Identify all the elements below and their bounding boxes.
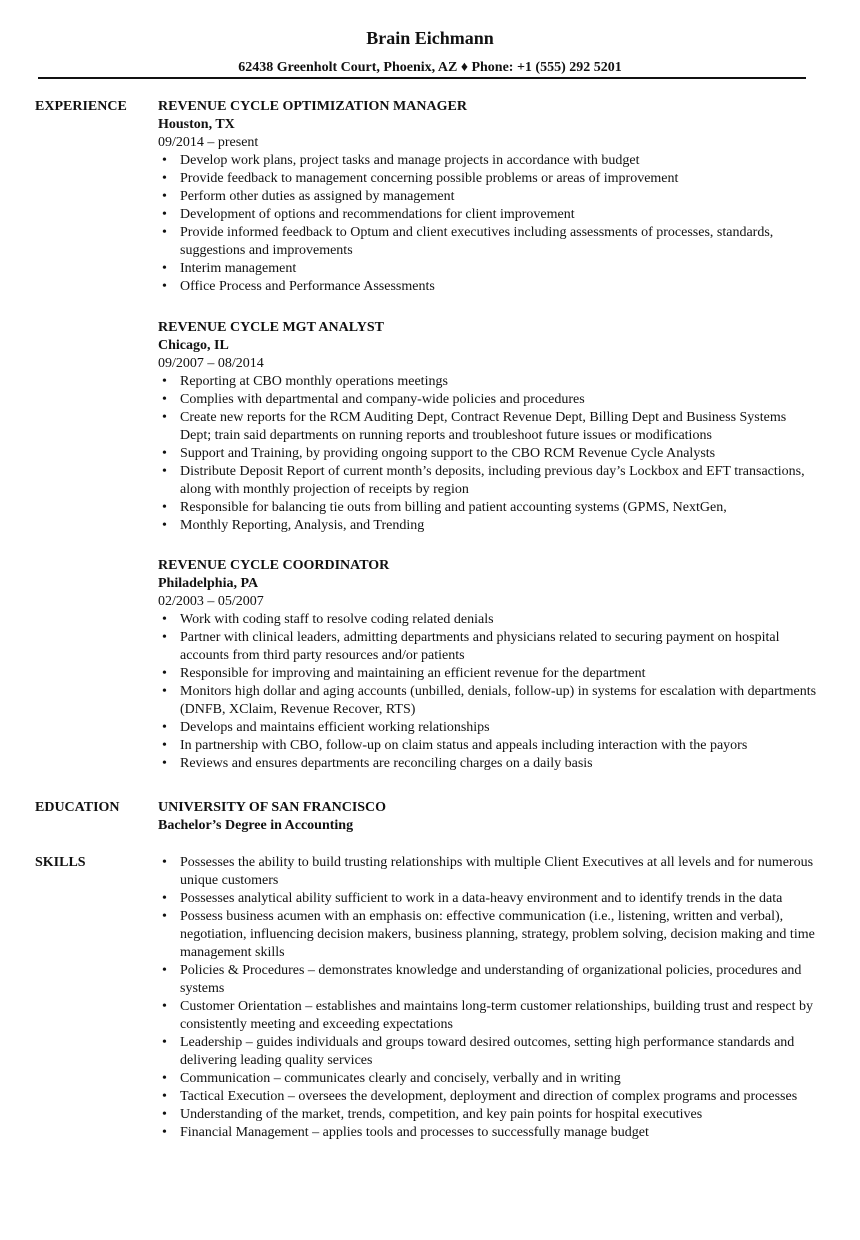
- list-item: • Reviews and ensures departments are reconciling charges on a daily basis: [158, 755, 818, 773]
- list-item: • Interim management: [158, 260, 818, 278]
- list-item: • Office Process and Performance Assessments: [158, 278, 818, 296]
- job-duties: [158, 611, 818, 773]
- list-item: • Responsible for improving and maintaining an efficient revenue for the department: [158, 665, 818, 683]
- job-location: Philadelphia, PA: [158, 576, 259, 591]
- job-dates: 02/2003 – 05/2007: [158, 594, 264, 609]
- education-heading: EDUCATION: [35, 800, 120, 815]
- list-item: • Possesses the ability to build trusting relationships with multiple Client Executives at all levels and for numerous unique customers: [158, 854, 818, 890]
- list-item: • Provide feedback to management concerning possible problems or areas of improvement: [158, 170, 818, 188]
- list-item: • Work with coding staff to resolve coding related denials: [158, 611, 818, 629]
- list-item: • Perform other duties as assigned by management: [158, 188, 818, 206]
- job-dates: 09/2007 – 08/2014: [158, 356, 264, 371]
- list-item: • Monitors high dollar and aging accounts (unbilled, denials, follow-up) in systems for escalation with departments (DNFB, XClaim, Revenue Recover, RTS): [158, 683, 818, 719]
- list-item: • Development of options and recommendations for client improvement: [158, 206, 818, 224]
- education-entry: [158, 799, 818, 835]
- list-item: • Develop work plans, project tasks and manage projects in accordance with budget: [158, 152, 818, 170]
- list-item: • Distribute Deposit Report of current month’s deposits, including previous day’s Lockbox and EFT transactions, along with monthly projection of receipts by region: [158, 463, 818, 499]
- list-item: • Reporting at CBO monthly operations meetings: [158, 373, 818, 391]
- job-title: REVENUE CYCLE COORDINATOR: [158, 558, 390, 573]
- contact-line: 62438 Greenholt Court, Phoenix, AZ ♦ Phone: +1 (555) 292 5201: [238, 60, 622, 75]
- job-location: Chicago, IL: [158, 338, 229, 353]
- list-item: • Leadership – guides individuals and groups toward desired outcomes, setting high performance standards and delivering leading quality services: [158, 1034, 818, 1070]
- school-name: UNIVERSITY OF SAN FRANCISCO: [158, 800, 387, 815]
- header-divider: [38, 77, 806, 79]
- candidate-name: Brain Eichmann: [366, 28, 494, 48]
- list-item: • In partnership with CBO, follow-up on claim status and appeals including interaction with the payors: [158, 737, 818, 755]
- job-title: REVENUE CYCLE OPTIMIZATION MANAGER: [158, 99, 467, 114]
- list-item: • Communication – communicates clearly and concisely, verbally and in writing: [158, 1070, 818, 1088]
- list-item: • Support and Training, by providing ongoing support to the CBO RCM Revenue Cycle Analysts: [158, 445, 818, 463]
- list-item: • Possess business acumen with an emphasis on: effective communication (i.e., listening, written and verbal), negotiation, influencing decision makers, business planning, strategy, problem solving, decision making and time management skills: [158, 908, 818, 962]
- job-location: Houston, TX: [158, 117, 235, 132]
- experience-heading: EXPERIENCE: [35, 99, 127, 114]
- list-item: • Provide informed feedback to Optum and client executives including assessments of processes, standards, suggestions and improvements: [158, 224, 818, 260]
- list-item: • Complies with departmental and company-wide policies and procedures: [158, 391, 818, 409]
- job-entry: [158, 319, 818, 535]
- list-item: • Tactical Execution – oversees the development, deployment and direction of complex programs and processes: [158, 1088, 818, 1106]
- job-entry: [158, 557, 818, 773]
- degree: Bachelor’s Degree in Accounting: [158, 818, 354, 833]
- job-dates: 09/2014 – present: [158, 135, 259, 150]
- skills-list: [158, 854, 818, 1142]
- list-item: • Create new reports for the RCM Auditing Dept, Contract Revenue Dept, Billing Dept and Business Systems Dept; train said departments on running reports and troubleshoot future issues or modifications: [158, 409, 818, 445]
- job-duties: [158, 373, 818, 535]
- list-item: • Develops and maintains efficient working relationships: [158, 719, 818, 737]
- list-item: • Financial Management – applies tools and processes to successfully manage budget: [158, 1124, 818, 1142]
- list-item: • Partner with clinical leaders, admitting departments and physicians related to securing payment on hospital accounts from third party resources and/or patients: [158, 629, 818, 665]
- list-item: • Understanding of the market, trends, competition, and key pain points for hospital executives: [158, 1106, 818, 1124]
- skills-heading: SKILLS: [35, 855, 86, 870]
- list-item: • Responsible for balancing tie outs from billing and patient accounting systems (GPMS, NextGen,: [158, 499, 818, 517]
- list-item: • Monthly Reporting, Analysis, and Trending: [158, 517, 818, 535]
- job-entry: [158, 98, 818, 296]
- list-item: • Policies & Procedures – demonstrates knowledge and understanding of organizational policies, procedures and systems: [158, 962, 818, 998]
- job-title: REVENUE CYCLE MGT ANALYST: [158, 320, 384, 335]
- list-item: • Customer Orientation – establishes and maintains long-term customer relationships, building trust and respect by consistently meeting and exceeding expectations: [158, 998, 818, 1034]
- list-item: • Possesses analytical ability sufficient to work in a data-heavy environment and to identify trends in the data: [158, 890, 818, 908]
- job-duties: [158, 152, 818, 296]
